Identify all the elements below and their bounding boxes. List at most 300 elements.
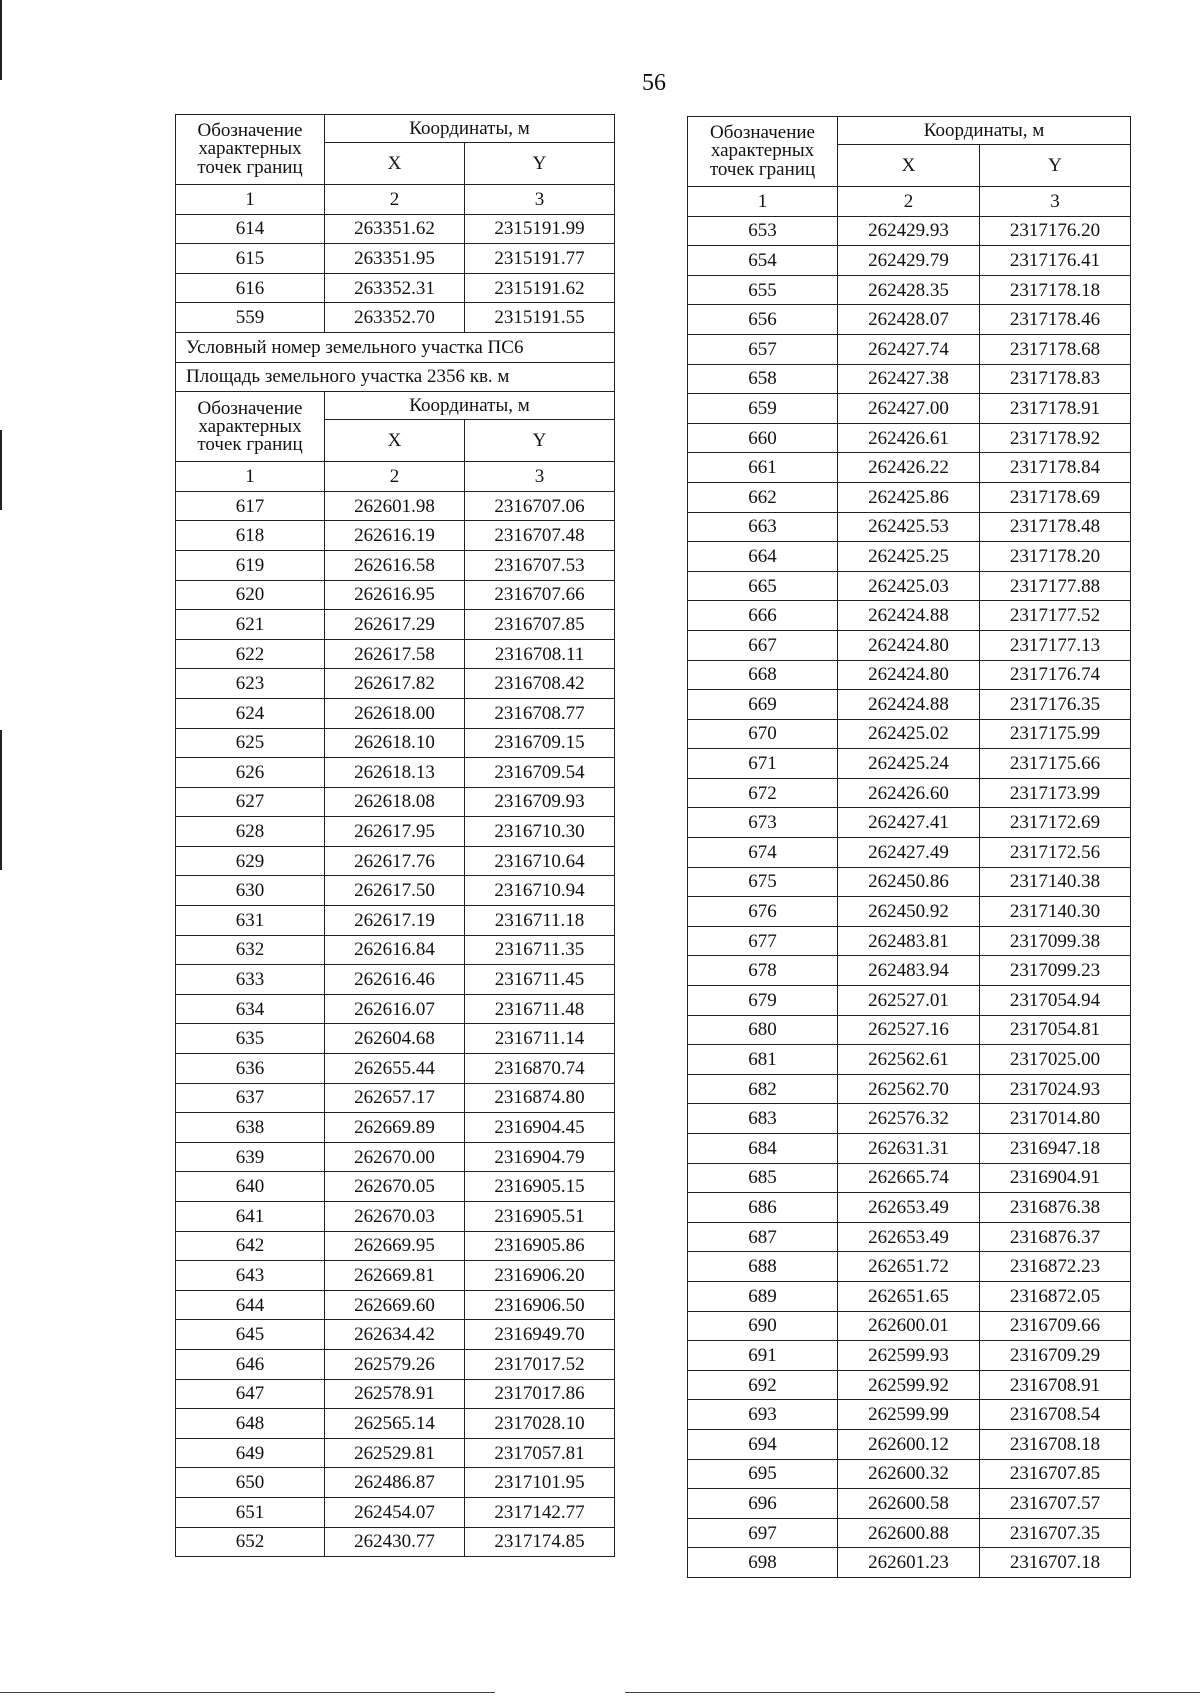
header-y: Y xyxy=(465,143,615,185)
y-coordinate-cell: 2317177.88 xyxy=(980,571,1131,601)
x-coordinate-cell: 262426.22 xyxy=(838,453,980,483)
table-row xyxy=(176,994,615,1024)
y-coordinate-cell: 2316707.57 xyxy=(980,1489,1131,1519)
point-id-cell: 635 xyxy=(176,1024,325,1054)
table-row xyxy=(688,897,1131,927)
point-id-cell: 693 xyxy=(688,1400,838,1430)
y-coordinate-cell: 2317017.86 xyxy=(465,1379,615,1409)
point-id-cell: 615 xyxy=(176,244,325,274)
point-id-cell: 674 xyxy=(688,838,838,868)
y-coordinate-cell: 2316708.54 xyxy=(980,1400,1131,1430)
y-coordinate-cell: 2317178.20 xyxy=(980,542,1131,572)
y-coordinate-cell: 2317178.46 xyxy=(980,305,1131,335)
header-point-label: Обозначение характерных точек границ xyxy=(176,392,325,462)
point-id-cell: 649 xyxy=(176,1438,325,1468)
point-id-cell: 686 xyxy=(688,1193,838,1223)
point-id-cell: 632 xyxy=(176,935,325,965)
y-coordinate-cell: 2316709.93 xyxy=(465,787,615,817)
table-row xyxy=(176,1527,615,1557)
x-coordinate-cell: 262527.01 xyxy=(838,986,980,1016)
x-coordinate-cell: 262599.99 xyxy=(838,1400,980,1430)
table-row xyxy=(688,216,1131,246)
x-coordinate-cell: 262527.16 xyxy=(838,1015,980,1045)
column-number: 3 xyxy=(465,462,615,492)
y-coordinate-cell: 2316872.05 xyxy=(980,1281,1131,1311)
y-coordinate-cell: 2317054.81 xyxy=(980,1015,1131,1045)
table-row xyxy=(688,926,1131,956)
table-row xyxy=(176,1379,615,1409)
x-coordinate-cell: 262600.58 xyxy=(838,1489,980,1519)
column-number: 1 xyxy=(688,187,838,217)
point-id-cell: 669 xyxy=(688,690,838,720)
point-id-cell: 654 xyxy=(688,246,838,276)
table-row xyxy=(688,453,1131,483)
x-coordinate-cell: 262618.13 xyxy=(325,758,465,788)
table-row xyxy=(688,601,1131,631)
x-coordinate-cell: 262651.65 xyxy=(838,1281,980,1311)
table-row xyxy=(688,749,1131,779)
table-row xyxy=(176,580,615,610)
point-id-cell: 636 xyxy=(176,1054,325,1084)
point-id-cell: 617 xyxy=(176,491,325,521)
x-coordinate-cell: 262669.81 xyxy=(325,1261,465,1291)
y-coordinate-cell: 2316710.94 xyxy=(465,876,615,906)
x-coordinate-cell: 262617.19 xyxy=(325,906,465,936)
table-row xyxy=(176,965,615,995)
column-number: 2 xyxy=(325,462,465,492)
table-row xyxy=(176,935,615,965)
y-coordinate-cell: 2316709.15 xyxy=(465,728,615,758)
y-coordinate-cell: 2316707.66 xyxy=(465,580,615,610)
x-coordinate-cell: 262670.05 xyxy=(325,1172,465,1202)
y-coordinate-cell: 2316904.79 xyxy=(465,1142,615,1172)
x-coordinate-cell: 262616.84 xyxy=(325,935,465,965)
bottom-rule xyxy=(625,1692,1200,1693)
table-row xyxy=(688,1518,1131,1548)
x-coordinate-cell: 262670.00 xyxy=(325,1142,465,1172)
table-row xyxy=(688,334,1131,364)
y-coordinate-cell: 2317172.69 xyxy=(980,808,1131,838)
table-row xyxy=(688,1548,1131,1578)
x-coordinate-cell: 262427.38 xyxy=(838,364,980,394)
table-row xyxy=(176,550,615,580)
column-number: 1 xyxy=(176,462,325,492)
x-coordinate-cell: 262425.25 xyxy=(838,542,980,572)
table-row xyxy=(688,512,1131,542)
header-coordinates: Координаты, м xyxy=(838,117,1131,145)
point-id-cell: 687 xyxy=(688,1222,838,1252)
y-coordinate-cell: 2316870.74 xyxy=(465,1054,615,1084)
table-row xyxy=(688,778,1131,808)
point-id-cell: 692 xyxy=(688,1370,838,1400)
table-row xyxy=(176,1083,615,1113)
point-id-cell: 657 xyxy=(688,334,838,364)
column-number: 2 xyxy=(838,187,980,217)
y-coordinate-cell: 2317054.94 xyxy=(980,986,1131,1016)
point-id-cell: 695 xyxy=(688,1459,838,1489)
x-coordinate-cell: 262428.07 xyxy=(838,305,980,335)
point-id-cell: 666 xyxy=(688,601,838,631)
x-coordinate-cell: 262599.92 xyxy=(838,1370,980,1400)
point-id-cell: 626 xyxy=(176,758,325,788)
x-coordinate-cell: 262651.72 xyxy=(838,1252,980,1282)
point-id-cell: 662 xyxy=(688,482,838,512)
x-coordinate-cell: 262669.60 xyxy=(325,1290,465,1320)
y-coordinate-cell: 2317178.18 xyxy=(980,275,1131,305)
point-id-cell: 622 xyxy=(176,639,325,669)
table-row xyxy=(688,867,1131,897)
x-coordinate-cell: 262425.02 xyxy=(838,719,980,749)
table-row xyxy=(176,244,615,274)
y-coordinate-cell: 2316708.77 xyxy=(465,698,615,728)
x-coordinate-cell: 262454.07 xyxy=(325,1497,465,1527)
point-id-cell: 691 xyxy=(688,1341,838,1371)
point-id-cell: 678 xyxy=(688,956,838,986)
table-row xyxy=(176,639,615,669)
point-id-cell: 665 xyxy=(688,571,838,601)
y-coordinate-cell: 2317142.77 xyxy=(465,1497,615,1527)
y-coordinate-cell: 2316707.06 xyxy=(465,491,615,521)
table-row xyxy=(688,1222,1131,1252)
x-coordinate-cell: 262424.80 xyxy=(838,630,980,660)
point-id-cell: 625 xyxy=(176,728,325,758)
x-coordinate-cell: 262600.88 xyxy=(838,1518,980,1548)
header-x: X xyxy=(325,420,465,462)
header-row xyxy=(176,392,615,420)
table-row xyxy=(176,1113,615,1143)
point-id-cell: 623 xyxy=(176,669,325,699)
x-coordinate-cell: 262427.49 xyxy=(838,838,980,868)
y-coordinate-cell: 2316709.29 xyxy=(980,1341,1131,1371)
y-coordinate-cell: 2316708.91 xyxy=(980,1370,1131,1400)
left-edge-mark xyxy=(0,430,2,510)
point-id-cell: 677 xyxy=(688,926,838,956)
table-row xyxy=(176,1497,615,1527)
table-row xyxy=(688,1370,1131,1400)
table-row xyxy=(176,273,615,303)
point-id-cell: 672 xyxy=(688,778,838,808)
y-coordinate-cell: 2315191.77 xyxy=(465,244,615,274)
y-coordinate-cell: 2317176.41 xyxy=(980,246,1131,276)
x-coordinate-cell: 262601.98 xyxy=(325,491,465,521)
table-row xyxy=(688,986,1131,1016)
point-id-cell: 641 xyxy=(176,1202,325,1232)
x-coordinate-cell: 262427.74 xyxy=(838,334,980,364)
y-coordinate-cell: 2316876.37 xyxy=(980,1222,1131,1252)
table-row xyxy=(688,275,1131,305)
y-coordinate-cell: 2316711.14 xyxy=(465,1024,615,1054)
y-coordinate-cell: 2316905.86 xyxy=(465,1231,615,1261)
x-coordinate-cell: 262617.95 xyxy=(325,817,465,847)
point-id-cell: 688 xyxy=(688,1252,838,1282)
y-coordinate-cell: 2317178.84 xyxy=(980,453,1131,483)
table-row xyxy=(176,1290,615,1320)
x-coordinate-cell: 262599.93 xyxy=(838,1341,980,1371)
point-id-cell: 652 xyxy=(176,1527,325,1557)
point-id-cell: 627 xyxy=(176,787,325,817)
y-coordinate-cell: 2317140.30 xyxy=(980,897,1131,927)
x-coordinate-cell: 262616.07 xyxy=(325,994,465,1024)
x-coordinate-cell: 262450.86 xyxy=(838,867,980,897)
y-coordinate-cell: 2317175.99 xyxy=(980,719,1131,749)
y-coordinate-cell: 2316905.15 xyxy=(465,1172,615,1202)
table-row xyxy=(688,1015,1131,1045)
y-coordinate-cell: 2317178.83 xyxy=(980,364,1131,394)
table-row xyxy=(688,1252,1131,1282)
table-row xyxy=(688,808,1131,838)
y-coordinate-cell: 2316707.48 xyxy=(465,521,615,551)
x-coordinate-cell: 262529.81 xyxy=(325,1438,465,1468)
table-row xyxy=(176,1409,615,1439)
point-id-cell: 628 xyxy=(176,817,325,847)
x-coordinate-cell: 262429.93 xyxy=(838,216,980,246)
table-row xyxy=(688,1134,1131,1164)
y-coordinate-cell: 2316876.38 xyxy=(980,1193,1131,1223)
table-row xyxy=(176,521,615,551)
table-row xyxy=(176,1172,615,1202)
y-coordinate-cell: 2317099.23 xyxy=(980,956,1131,986)
point-id-cell: 697 xyxy=(688,1518,838,1548)
table-row xyxy=(688,719,1131,749)
table-row xyxy=(688,394,1131,424)
page-number: 56 xyxy=(642,70,666,96)
table-row xyxy=(176,303,615,333)
y-coordinate-cell: 2317028.10 xyxy=(465,1409,615,1439)
x-coordinate-cell: 262617.58 xyxy=(325,639,465,669)
x-coordinate-cell: 262616.46 xyxy=(325,965,465,995)
table-row xyxy=(688,364,1131,394)
header-x: X xyxy=(325,143,465,185)
x-coordinate-cell: 262426.60 xyxy=(838,778,980,808)
point-id-cell: 646 xyxy=(176,1349,325,1379)
y-coordinate-cell: 2317177.13 xyxy=(980,630,1131,660)
y-coordinate-cell: 2316711.18 xyxy=(465,906,615,936)
table-row xyxy=(176,728,615,758)
table-row xyxy=(688,1400,1131,1430)
table-row xyxy=(688,1341,1131,1371)
y-coordinate-cell: 2315191.55 xyxy=(465,303,615,333)
column-number: 2 xyxy=(325,185,465,215)
x-coordinate-cell: 263351.62 xyxy=(325,214,465,244)
point-id-cell: 673 xyxy=(688,808,838,838)
y-coordinate-cell: 2317176.20 xyxy=(980,216,1131,246)
section-row xyxy=(176,362,615,392)
header-coordinates: Координаты, м xyxy=(325,115,615,143)
table-row xyxy=(688,1429,1131,1459)
x-coordinate-cell: 262669.89 xyxy=(325,1113,465,1143)
table-row xyxy=(688,305,1131,335)
x-coordinate-cell: 262483.81 xyxy=(838,926,980,956)
point-id-cell: 648 xyxy=(176,1409,325,1439)
x-coordinate-cell: 262576.32 xyxy=(838,1104,980,1134)
table-row xyxy=(688,1045,1131,1075)
table-row xyxy=(176,1438,615,1468)
y-coordinate-cell: 2316707.85 xyxy=(980,1459,1131,1489)
header-row xyxy=(688,117,1131,145)
y-coordinate-cell: 2317178.68 xyxy=(980,334,1131,364)
point-id-cell: 616 xyxy=(176,273,325,303)
point-id-cell: 647 xyxy=(176,1379,325,1409)
x-coordinate-cell: 262425.53 xyxy=(838,512,980,542)
right-coordinates-table xyxy=(687,116,1131,1578)
point-id-cell: 664 xyxy=(688,542,838,572)
y-coordinate-cell: 2317057.81 xyxy=(465,1438,615,1468)
y-coordinate-cell: 2316711.35 xyxy=(465,935,615,965)
point-id-cell: 684 xyxy=(688,1134,838,1164)
y-coordinate-cell: 2316707.35 xyxy=(980,1518,1131,1548)
point-id-cell: 660 xyxy=(688,423,838,453)
table-row xyxy=(688,1459,1131,1489)
x-coordinate-cell: 262425.03 xyxy=(838,571,980,601)
point-id-cell: 644 xyxy=(176,1290,325,1320)
point-id-cell: 679 xyxy=(688,986,838,1016)
x-coordinate-cell: 262600.32 xyxy=(838,1459,980,1489)
y-coordinate-cell: 2316906.50 xyxy=(465,1290,615,1320)
y-coordinate-cell: 2316708.42 xyxy=(465,669,615,699)
table-row xyxy=(176,876,615,906)
x-coordinate-cell: 262601.23 xyxy=(838,1548,980,1578)
y-coordinate-cell: 2317176.74 xyxy=(980,660,1131,690)
point-id-cell: 663 xyxy=(688,512,838,542)
table-row xyxy=(176,1142,615,1172)
y-coordinate-cell: 2316872.23 xyxy=(980,1252,1131,1282)
point-id-cell: 614 xyxy=(176,214,325,244)
x-coordinate-cell: 262430.77 xyxy=(325,1527,465,1557)
y-coordinate-cell: 2316949.70 xyxy=(465,1320,615,1350)
table-row xyxy=(176,1261,615,1291)
point-id-cell: 668 xyxy=(688,660,838,690)
y-coordinate-cell: 2317017.52 xyxy=(465,1349,615,1379)
table-row xyxy=(688,838,1131,868)
table-row xyxy=(688,571,1131,601)
column-number-row xyxy=(176,462,615,492)
left-edge-mark xyxy=(0,0,2,80)
left-coordinates-table xyxy=(175,114,615,1557)
x-coordinate-cell: 262631.31 xyxy=(838,1134,980,1164)
x-coordinate-cell: 262600.01 xyxy=(838,1311,980,1341)
y-coordinate-cell: 2316707.18 xyxy=(980,1548,1131,1578)
x-coordinate-cell: 262428.35 xyxy=(838,275,980,305)
y-coordinate-cell: 2317178.92 xyxy=(980,423,1131,453)
column-number-row xyxy=(176,185,615,215)
x-coordinate-cell: 262424.88 xyxy=(838,690,980,720)
point-id-cell: 685 xyxy=(688,1163,838,1193)
y-coordinate-cell: 2316874.80 xyxy=(465,1083,615,1113)
header-y: Y xyxy=(465,420,615,462)
parcel-area-label: Площадь земельного участка 2356 кв. м xyxy=(176,362,615,392)
x-coordinate-cell: 262655.44 xyxy=(325,1054,465,1084)
point-id-cell: 690 xyxy=(688,1311,838,1341)
point-id-cell: 618 xyxy=(176,521,325,551)
table-row xyxy=(688,246,1131,276)
x-coordinate-cell: 262426.61 xyxy=(838,423,980,453)
point-id-cell: 658 xyxy=(688,364,838,394)
table-row xyxy=(688,542,1131,572)
table-row xyxy=(688,1074,1131,1104)
table-row xyxy=(688,1281,1131,1311)
y-coordinate-cell: 2316708.11 xyxy=(465,639,615,669)
point-id-cell: 698 xyxy=(688,1548,838,1578)
table-row xyxy=(176,1320,615,1350)
point-id-cell: 670 xyxy=(688,719,838,749)
y-coordinate-cell: 2317024.93 xyxy=(980,1074,1131,1104)
section-row xyxy=(176,332,615,362)
point-id-cell: 671 xyxy=(688,749,838,779)
y-coordinate-cell: 2317172.56 xyxy=(980,838,1131,868)
x-coordinate-cell: 262657.17 xyxy=(325,1083,465,1113)
y-coordinate-cell: 2317014.80 xyxy=(980,1104,1131,1134)
table-row xyxy=(176,214,615,244)
y-coordinate-cell: 2315191.99 xyxy=(465,214,615,244)
point-id-cell: 642 xyxy=(176,1231,325,1261)
bottom-rule xyxy=(0,1692,495,1693)
x-coordinate-cell: 263352.70 xyxy=(325,303,465,333)
table-row xyxy=(688,690,1131,720)
x-coordinate-cell: 262562.61 xyxy=(838,1045,980,1075)
y-coordinate-cell: 2316708.18 xyxy=(980,1429,1131,1459)
table-row xyxy=(688,482,1131,512)
point-id-cell: 633 xyxy=(176,965,325,995)
x-coordinate-cell: 262600.12 xyxy=(838,1429,980,1459)
point-id-cell: 643 xyxy=(176,1261,325,1291)
column-number: 3 xyxy=(465,185,615,215)
x-coordinate-cell: 262425.24 xyxy=(838,749,980,779)
table-row xyxy=(176,817,615,847)
point-id-cell: 659 xyxy=(688,394,838,424)
point-id-cell: 656 xyxy=(688,305,838,335)
y-coordinate-cell: 2316905.51 xyxy=(465,1202,615,1232)
table-row xyxy=(688,956,1131,986)
x-coordinate-cell: 262579.26 xyxy=(325,1349,465,1379)
table-row xyxy=(176,846,615,876)
y-coordinate-cell: 2316709.66 xyxy=(980,1311,1131,1341)
table-row xyxy=(176,1024,615,1054)
x-coordinate-cell: 262486.87 xyxy=(325,1468,465,1498)
y-coordinate-cell: 2317176.35 xyxy=(980,690,1131,720)
table-row xyxy=(176,1349,615,1379)
parcel-number-label: Условный номер земельного участка ПС6 xyxy=(176,332,615,362)
point-id-cell: 619 xyxy=(176,550,325,580)
y-coordinate-cell: 2317178.69 xyxy=(980,482,1131,512)
x-coordinate-cell: 262616.19 xyxy=(325,521,465,551)
x-coordinate-cell: 262483.94 xyxy=(838,956,980,986)
point-id-cell: 681 xyxy=(688,1045,838,1075)
x-coordinate-cell: 262634.42 xyxy=(325,1320,465,1350)
x-coordinate-cell: 262670.03 xyxy=(325,1202,465,1232)
x-coordinate-cell: 262565.14 xyxy=(325,1409,465,1439)
point-id-cell: 655 xyxy=(688,275,838,305)
y-coordinate-cell: 2317178.48 xyxy=(980,512,1131,542)
point-id-cell: 629 xyxy=(176,846,325,876)
x-coordinate-cell: 262618.10 xyxy=(325,728,465,758)
table-row xyxy=(176,787,615,817)
x-coordinate-cell: 262617.50 xyxy=(325,876,465,906)
header-row xyxy=(176,115,615,143)
point-id-cell: 650 xyxy=(176,1468,325,1498)
x-coordinate-cell: 262665.74 xyxy=(838,1163,980,1193)
x-coordinate-cell: 262578.91 xyxy=(325,1379,465,1409)
x-coordinate-cell: 262618.08 xyxy=(325,787,465,817)
point-id-cell: 630 xyxy=(176,876,325,906)
x-coordinate-cell: 262604.68 xyxy=(325,1024,465,1054)
table-row xyxy=(176,491,615,521)
x-coordinate-cell: 262618.00 xyxy=(325,698,465,728)
column-number: 1 xyxy=(176,185,325,215)
point-id-cell: 680 xyxy=(688,1015,838,1045)
point-id-cell: 639 xyxy=(176,1142,325,1172)
table-row xyxy=(688,660,1131,690)
point-id-cell: 651 xyxy=(176,1497,325,1527)
